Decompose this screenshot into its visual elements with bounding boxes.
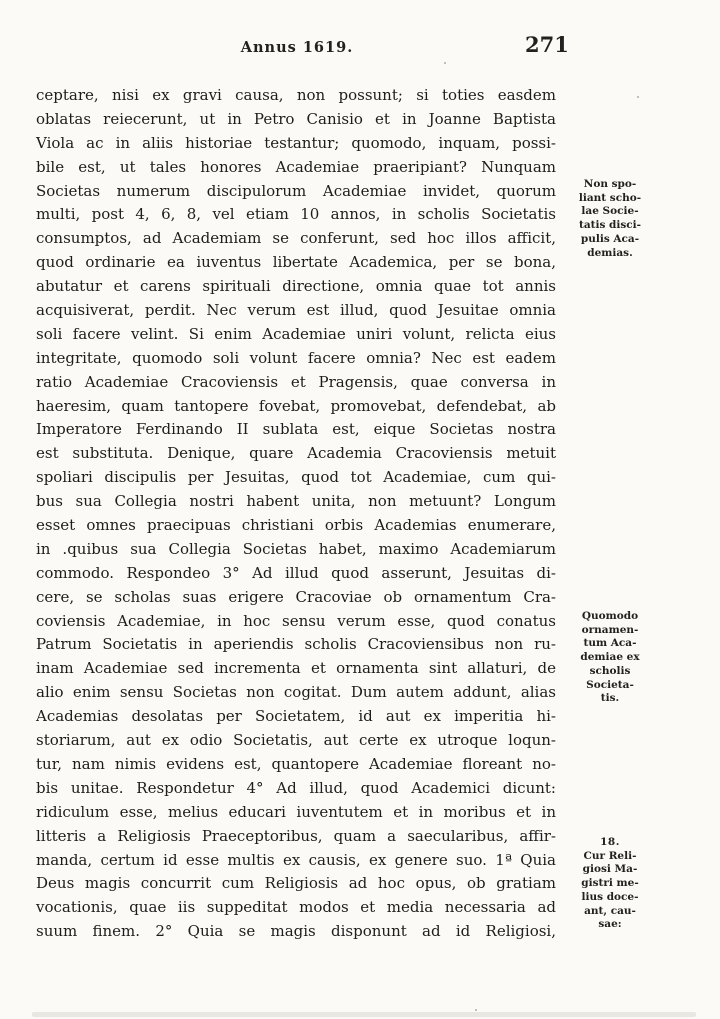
text-line: est substituta. Denique, quare Academia Cracoviensis metuit (36, 444, 556, 463)
margin-note-line: lius doce- (581, 890, 639, 903)
text-line: consumptos, ad Academiam se conferunt, sed hoc illos afficit, (36, 229, 556, 248)
margin-note-line: ornamen- (581, 623, 639, 636)
text-line: Patrum Societatis in aperiendis scholis Cracoviensibus non ru- (36, 635, 556, 654)
margin-note-line: scholis (589, 664, 631, 677)
text-line: Viola ac in aliis historiae testantur; quomodo, inquam, possi- (36, 133, 556, 152)
margin-note-line: Cur Reli- (583, 849, 637, 862)
text-line: quod ordinarie ea iuventus libertate Academica, per se bona, (36, 253, 556, 272)
scan-speck (637, 96, 639, 98)
margin-note-line: liant scho- (578, 191, 642, 204)
text-line: Academias desolatas per Societatem, id aut ex imperitia hi- (36, 707, 556, 726)
running-title: Annus 1619. (240, 39, 354, 56)
margin-note-line: sae: (598, 918, 622, 931)
text-line: Deus magis concurrit cum Religiosis ad hoc opus, ob gratiam (36, 874, 556, 893)
text-line: alio enim sensu Societas non cogitat. Dum autem addunt, alias (36, 683, 556, 702)
margin-note-line: tatis disci- (578, 219, 642, 232)
text-line: multi, post 4, 6, 8, vel etiam 10 annos, in scholis Societatis (36, 205, 556, 224)
margin-note-line: ant, cau- (584, 904, 636, 917)
scan-edge-shadow (32, 1012, 696, 1017)
margin-note-line: gistri me- (581, 877, 639, 890)
margin-note-line: demias. (587, 246, 633, 259)
margin-note-line: giosi Ma- (582, 863, 638, 876)
margin-note-line: Non spo- (583, 178, 637, 190)
margin-note-line: lae Socie- (581, 205, 639, 218)
text-line: storiarum, aut ex odio Societatis, aut certe ex utroque loqun- (36, 731, 556, 750)
text-line: bus sua Collegia nostri habent unita, non metuunt? Longum (36, 492, 556, 511)
text-line: manda, certum id esse multis ex causis, ex genere suo. 1ª Quia (36, 850, 556, 869)
text-line: soli facere velint. Si enim Academiae uniri volunt, relicta eius (36, 324, 556, 343)
text-line: coviensis Academiae, in hoc sensu verum esse, quod conatus (36, 611, 556, 630)
text-line: suum finem. 2° Quia se magis disponunt ad id Religiosi, (36, 922, 556, 941)
margin-note-line: tum Aca- (583, 637, 637, 650)
margin-note (562, 610, 658, 706)
scan-speck (475, 1009, 477, 1011)
text-line: abutatur et carens spirituali directione, omnia quae tot annis (36, 277, 556, 296)
text-line: bile est, ut tales honores Academiae praeripiant? Nunquam (36, 157, 556, 176)
margin-note-line: Quomodo (581, 610, 639, 622)
text-line: Imperatore Ferdinando II sublata est, eique Societas nostra (36, 420, 556, 439)
text-line: oblatas reiecerunt, ut in Petro Canisio et in Joanne Baptista (36, 109, 556, 128)
margin-note (562, 836, 658, 932)
text-line: bis unitae. Respondetur 4° Ad illud, quod Academici dicunt: (36, 778, 556, 797)
margin-note (562, 178, 658, 260)
margin-note-line: pulis Aca- (580, 232, 640, 245)
text-line: esset omnes praecipuas christiani orbis Academias enumerare, (36, 516, 556, 535)
page-number: 271 (525, 32, 569, 57)
text-line: spoliari discipulis per Jesuitas, quod tot Academiae, cum qui- (36, 468, 556, 487)
margin-note-number: 18. (600, 836, 620, 848)
text-line: vocationis, quae iis suppeditat modos et media necessaria ad (36, 898, 556, 917)
text-line: inam Academiae sed incrementa et ornamenta sint allaturi, de (36, 659, 556, 678)
scan-speck (444, 62, 446, 64)
text-line: litteris a Religiosis Praeceptoribus, quam a saecularibus, affir- (36, 826, 556, 845)
text-line: ratio Academiae Cracoviensis et Pragensis, quae conversa in (36, 372, 556, 391)
body-text (36, 84, 556, 944)
margin-note-line: tis. (600, 692, 620, 705)
text-line: acquisiverat, perdit. Nec verum est illud, quod Jesuitae omnia (36, 301, 556, 320)
text-line: tur, nam nimis evidens est, quantopere Academiae floreant no- (36, 754, 556, 773)
text-line: Societas numerum discipulorum Academiae invidet, quorum (36, 181, 556, 200)
text-line: cere, se scholas suas erigere Cracoviae ob ornamentum Cra- (36, 587, 556, 606)
text-line: ceptare, nisi ex gravi causa, non possunt; si toties easdem (36, 86, 556, 104)
text-line: commodo. Respondeo 3° Ad illud quod asserunt, Jesuitas di- (36, 563, 556, 582)
text-line: ridiculum esse, melius educari iuventutem et in moribus et in (36, 802, 556, 821)
text-line: in .quibus sua Collegia Societas habet, maximo Academiarum (36, 539, 556, 558)
text-line: haeresim, quam tantopere fovebat, promovebat, defendebat, ab (36, 396, 556, 415)
margin-note-line: Societa- (586, 678, 634, 691)
margin-note-line: demiae ex (580, 651, 640, 664)
text-line: integritate, quomodo soli volunt facere omnia? Nec est eadem (36, 348, 556, 367)
